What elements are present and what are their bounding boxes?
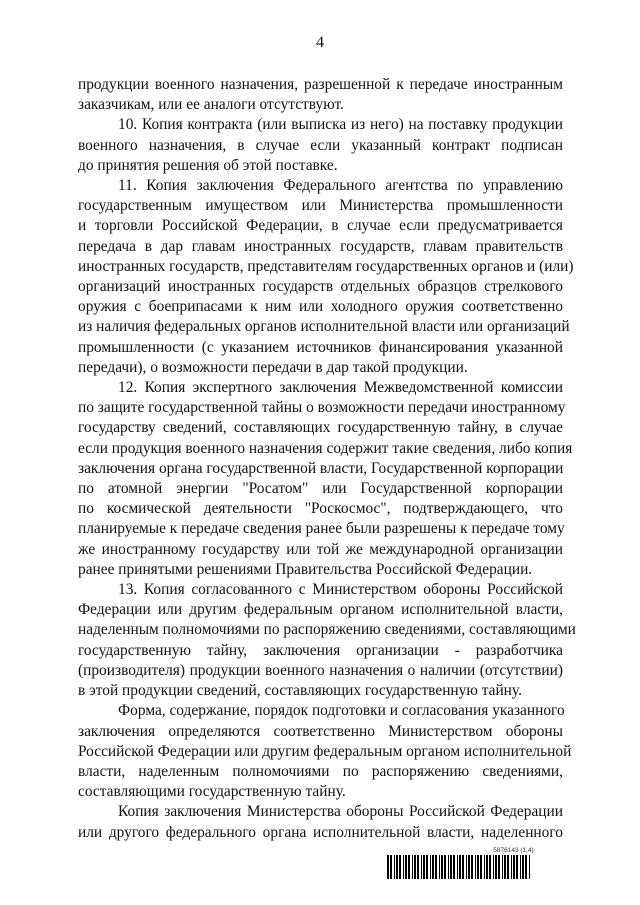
paragraph [78,802,563,842]
barcode-label: 5876143 (1.4) [493,847,534,854]
text-line: оружия с боеприпасами к ним или холодного оружия соответственно [78,298,563,316]
paragraph [78,115,563,176]
paragraph [78,580,576,701]
text-line: наделенным полномочиями по распоряжению сведениями, составляющими [78,621,576,639]
text-line: по защите государственной тайны о возможности передачи иностранному [78,399,566,417]
text-line: Копия заключения Министерства обороны Российской Федерации [118,803,563,821]
text-line: по атомной энергии "Росатом" или Государственной корпорации [78,480,563,498]
barcode-bar [529,855,530,879]
text-line: военного назначения, в случае если указанный контракт подписан [78,136,563,154]
text-line: составляющими государственную тайну. [78,783,346,801]
text-line: организаций иностранных государств отдельных образцов стрелкового [78,278,563,296]
text-line: передача в дар главам иностранных государств, главам правительств [78,237,563,255]
text-line: власти, наделенным полномочиями по распоряжению сведениями, [78,762,563,780]
paragraph [78,176,574,378]
text-line: 10. Копия контракта (или выписка из него) на поставку продукции [118,116,563,134]
text-line: или другого федерального органа исполнительной власти, наделенного [78,823,563,841]
page-number: 4 [316,34,324,51]
text-line: (производителя) продукции военного назначения о наличии (отсутствии) [78,661,563,679]
text-line: заключения определяются соответственно Министерством обороны [78,722,563,740]
text-line: по космической деятельности "Роскосмос", подтверждающего, что [78,500,563,518]
text-line: планируемые к передаче сведения ранее были разрешены к передаче тому [78,520,565,538]
text-line: же иностранному государству или той же международной организации [78,540,563,558]
text-line: 13. Копия согласованного с Министерством обороны Российской [118,581,563,599]
text-line: если продукция военного назначения содержит такие сведения, либо копия [78,439,573,457]
text-line: 12. Копия экспертного заключения Межведомственной комиссии [118,379,563,397]
text-line: заключения органа государственной власти, Государственной корпорации [78,459,564,477]
text-line: государственную тайну, заключения организации - разработчика [78,641,563,659]
text-line: 11. Копия заключения Федерального агентства по управлению [118,177,563,195]
text-line: заказчикам, или ее аналоги отсутствуют. [78,96,344,114]
paragraph [78,701,572,802]
text-line: Российской Федерации или другим федеральным органом исполнительной [78,742,572,760]
text-line: государству сведений, составляющих государственную тайну, в случае [78,419,563,437]
text-line: Федерации или другим федеральным органом исполнительной власти, [78,601,563,619]
text-line: промышленности (с указанием источников финансирования указанной [78,338,563,356]
text-line: государственным имуществом или Министерства промышленности [78,197,563,215]
text-line: ранее принятыми решениями Правительства Российской Федерации. [78,560,533,578]
text-line: Форма, содержание, порядок подготовки и согласования указанного [118,702,565,720]
text-line: из наличия федеральных органов исполнительной власти или организаций [78,318,570,336]
text-line: в этой продукции сведений, составляющих государственную тайну. [78,682,522,700]
text-line: иностранных государств, представителям государственных органов и (или) [78,257,574,275]
paragraph [78,378,573,580]
document-body [78,75,576,843]
text-line: до принятия решения об этой поставке. [78,156,338,174]
text-line: передачи), о возможности передачи в дар такой продукции. [78,358,468,376]
barcode-bars [387,855,600,879]
text-line: и торговли Российской Федерации, в случае если предусматривается [78,217,563,235]
paragraph [78,75,563,115]
barcode [387,847,600,879]
text-line: продукции военного назначения, разрешенной к передаче иностранным [78,76,563,93]
